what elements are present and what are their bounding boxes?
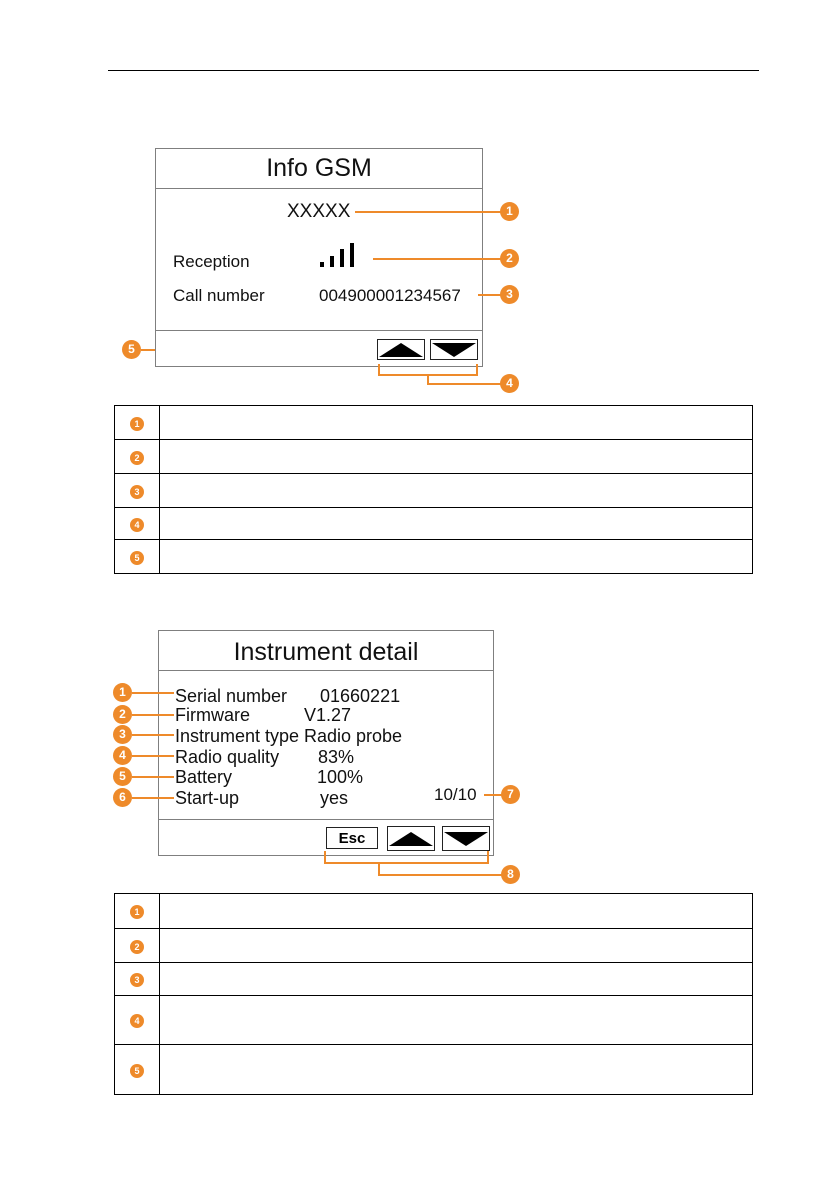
inst-callout-6: 6 [113,788,132,807]
detail-label: Radio quality [175,747,280,767]
gsm-callout-1: 1 [500,202,519,221]
call-number-label: Call number [173,286,265,305]
inst-callout-1: 1 [113,683,132,702]
legend-callout: 3 [130,485,144,499]
inst-leader-2 [132,714,174,716]
legend-text-cell [160,474,753,508]
inst-leader-8 [378,874,502,876]
inst-callout-2: 2 [113,705,132,724]
gsm-footer-bar [156,330,482,368]
legend-number-cell [115,963,160,996]
inst-leader-1 [132,692,174,694]
detail-label: Instrument type [175,726,300,746]
instrument-legend-table [114,893,753,1095]
gsm-leader-5 [141,349,155,351]
legend-number-cell [115,508,160,540]
gsm-callout-2: 2 [500,249,519,268]
detail-label: Start-up [175,788,240,808]
legend-callout: 3 [130,973,144,987]
legend-text-cell [160,406,753,440]
instrument-footer-bar [159,819,493,857]
inst-leader-6 [132,797,174,799]
instrument-up-button[interactable] [387,826,435,851]
legend-number-cell [115,929,160,963]
gsm-legend-table [114,405,753,574]
instrument-title: Instrument detail [233,638,419,666]
legend-number-cell [115,996,160,1045]
triangle-down-icon [444,832,488,846]
triangle-up-icon [389,832,433,846]
legend-row [115,996,753,1045]
legend-number-cell [115,440,160,474]
detail-value: 83% [318,747,355,767]
gsm-leader-1 [355,211,501,213]
instrument-title-bar [159,631,493,671]
legend-row [115,894,753,929]
legend-callout: 2 [130,451,144,465]
legend-callout: 5 [130,551,144,565]
inst-callout-5: 5 [113,767,132,786]
gsm-title-bar [156,149,482,189]
legend-callout: 5 [130,1064,144,1078]
legend-callout: 1 [130,905,144,919]
gsm-leader-4 [427,383,501,385]
legend-text-cell [160,963,753,996]
legend-text-cell [160,540,753,574]
inst-leader-3 [132,734,174,736]
detail-value: yes [320,788,349,808]
instrument-down-button[interactable] [442,826,490,851]
legend-number-cell [115,406,160,440]
legend-number-cell [115,540,160,574]
triangle-up-icon [379,343,423,357]
gsm-down-button[interactable] [430,339,478,360]
gsm-leader-3 [478,294,501,296]
call-number-value: 004900001234567 [319,286,461,305]
signal-bar [340,249,344,267]
legend-text-cell [160,894,753,929]
instrument-screen [158,630,494,856]
detail-value: 01660221 [320,686,401,706]
inst-leader-4 [132,755,174,757]
legend-number-cell [115,474,160,508]
inst-leader-7 [484,794,502,796]
gsm-callout-3: 3 [500,285,519,304]
detail-label: Serial number [175,686,288,706]
detail-value: Radio probe [304,726,403,746]
legend-row [115,1045,753,1095]
gsm-callout-5: 5 [122,340,141,359]
detail-label: Firmware [175,705,250,725]
signal-bar [320,262,324,267]
legend-row [115,508,753,540]
legend-row [115,540,753,574]
detail-value: 100% [317,767,364,787]
legend-row [115,474,753,508]
gsm-provider: XXXXX [287,201,351,222]
reception-label: Reception [173,252,250,271]
page-counter: 10/10 [434,785,477,804]
legend-row [115,440,753,474]
legend-callout: 1 [130,417,144,431]
gsm-callout-4: 4 [500,374,519,393]
legend-callout: 4 [130,518,144,532]
legend-text-cell [160,508,753,540]
triangle-down-icon [432,343,476,357]
signal-bar [350,243,354,267]
detail-value: V1.27 [304,705,352,725]
legend-row [115,406,753,440]
inst-callout-3: 3 [113,725,132,744]
legend-number-cell [115,894,160,929]
esc-button[interactable]: Esc [326,827,378,849]
header-rule [108,70,759,71]
legend-row [115,929,753,963]
inst-callout-8: 8 [501,865,520,884]
legend-text-cell [160,1045,753,1095]
inst-bracket-bottom [324,862,489,864]
reception-signal-icon [320,243,370,267]
legend-text-cell [160,440,753,474]
signal-bar [330,256,334,267]
legend-text-cell [160,996,753,1045]
gsm-leader-2 [373,258,501,260]
legend-row [115,963,753,996]
detail-label: Battery [175,767,233,787]
legend-number-cell [115,1045,160,1095]
inst-callout-4: 4 [113,746,132,765]
legend-callout: 2 [130,940,144,954]
legend-callout: 4 [130,1014,144,1028]
gsm-title: Info GSM [266,154,372,182]
gsm-up-button[interactable] [377,339,425,360]
inst-leader-5 [132,776,174,778]
inst-callout-7: 7 [501,785,520,804]
legend-text-cell [160,929,753,963]
